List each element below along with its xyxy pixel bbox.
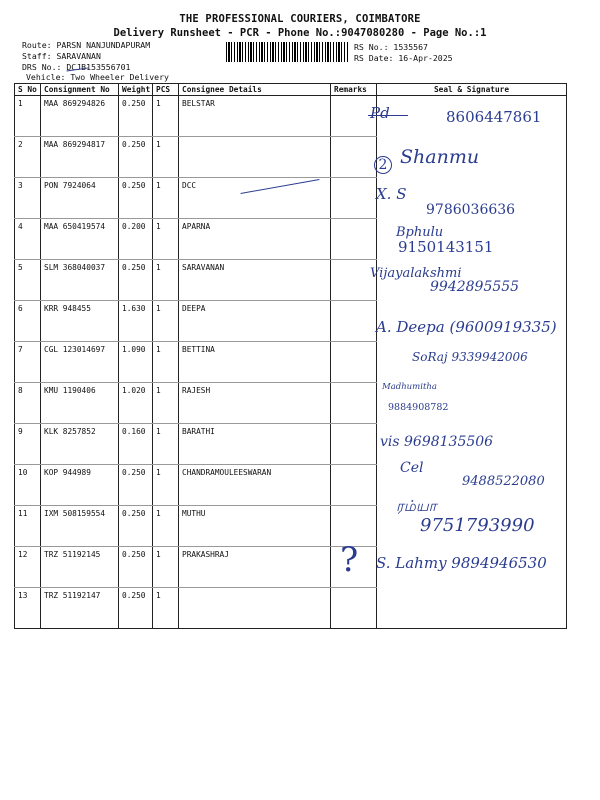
- handwritten-circled-number: 2: [374, 156, 392, 174]
- handwritten-signature: A. Deepa (9600919335): [376, 318, 557, 336]
- handwritten-signature: Pd: [370, 104, 390, 122]
- document-subtitle: Delivery Runsheet - PCR - Phone No.:9047080280 - Page No.:1: [113, 27, 487, 39]
- cell-consignment: IXM 508159554: [41, 506, 119, 547]
- cell-remarks: [331, 342, 377, 383]
- staff-label: Staff: SARAVANAN: [22, 51, 101, 61]
- handwritten-signature: SoRaj 9339942006: [412, 350, 528, 364]
- cell-sno: 7: [15, 342, 41, 383]
- cell-consignee: BELSTAR: [179, 96, 331, 137]
- cell-consignee: [179, 137, 331, 178]
- vehicle-label: Vehicle: Two Wheeler Delivery: [26, 72, 169, 82]
- handwritten-remark: ?: [340, 540, 359, 580]
- cell-pcs: 1: [153, 96, 179, 137]
- cell-weight: 1.630: [119, 301, 153, 342]
- cell-consignment: PON 7924064: [41, 178, 119, 219]
- cell-consignee: BARATHI: [179, 424, 331, 465]
- handwritten-signature: Bphulu: [396, 225, 444, 240]
- cell-remarks: [331, 588, 377, 629]
- handwritten-phone: 9942895555: [430, 279, 520, 295]
- handwritten-phone: 9751793990: [420, 515, 535, 536]
- header-weight: Weight: [119, 84, 153, 96]
- cell-weight: 1.020: [119, 383, 153, 424]
- header-consignee: Consignee Details: [179, 84, 331, 96]
- cell-pcs: 1: [153, 137, 179, 178]
- handwritten-signature: X. S: [376, 185, 407, 203]
- cell-sno: 2: [15, 137, 41, 178]
- handwritten-signature: Vijayalakshmi: [370, 266, 462, 281]
- cell-remarks: [331, 424, 377, 465]
- cell-pcs: 1: [153, 342, 179, 383]
- handwritten-signature: Cel: [400, 460, 424, 476]
- table-header-row: [15, 84, 567, 96]
- cell-remarks: [331, 301, 377, 342]
- header-signature: Seal & Signature: [377, 84, 567, 96]
- cell-consignee: MUTHU: [179, 506, 331, 547]
- header-sno: S No: [15, 84, 41, 96]
- header-pcs: PCS: [153, 84, 179, 96]
- cell-consignment: KRR 948455: [41, 301, 119, 342]
- route-label: Route: PARSN NANJUNDAPURAM: [22, 40, 151, 50]
- cell-consignee: DCC: [179, 178, 331, 219]
- cell-pcs: 1: [153, 424, 179, 465]
- header-consignment: Consignment No: [41, 84, 119, 96]
- cell-weight: 0.160: [119, 424, 153, 465]
- cell-consignment: TRZ 51192147: [41, 588, 119, 629]
- cell-weight: 0.250: [119, 96, 153, 137]
- cell-sno: 8: [15, 383, 41, 424]
- cell-remarks: [331, 219, 377, 260]
- handwritten-signature: Shanmu: [400, 146, 480, 168]
- barcode-icon: [226, 42, 348, 62]
- cell-consignment: MAA 869294826: [41, 96, 119, 137]
- cell-weight: 0.250: [119, 178, 153, 219]
- table-row: [15, 137, 567, 178]
- cell-consignment: MAA 869294817: [41, 137, 119, 178]
- handwritten-phone: 9884908782: [388, 402, 449, 413]
- cell-sno: 10: [15, 465, 41, 506]
- cell-consignment: CGL 123014697: [41, 342, 119, 383]
- handwritten-phone: 9488522080: [462, 474, 545, 489]
- cell-weight: 1.090: [119, 342, 153, 383]
- cell-sno: 1: [15, 96, 41, 137]
- cell-consignment: SLM 368040037: [41, 260, 119, 301]
- cell-pcs: 1: [153, 260, 179, 301]
- cell-pcs: 1: [153, 178, 179, 219]
- handwritten-phone: 8606447861: [446, 108, 542, 126]
- cell-weight: 0.250: [119, 547, 153, 588]
- cell-consignee: CHANDRAMOULEESWARAN: [179, 465, 331, 506]
- cell-consignment: MAA 650419574: [41, 219, 119, 260]
- cell-remarks: [331, 178, 377, 219]
- cell-weight: 0.200: [119, 219, 153, 260]
- table-row: [15, 383, 567, 424]
- cell-sno: 11: [15, 506, 41, 547]
- cell-pcs: 1: [153, 301, 179, 342]
- drs-label: DRS No.: DCJB153556701: [22, 62, 131, 72]
- cell-consignee: APARNA: [179, 219, 331, 260]
- cell-consignee: RAJESH: [179, 383, 331, 424]
- cell-weight: 0.250: [119, 260, 153, 301]
- cell-sno: 6: [15, 301, 41, 342]
- table-row: [15, 588, 567, 629]
- cell-remarks: [331, 137, 377, 178]
- cell-weight: 0.250: [119, 588, 153, 629]
- handwritten-phone: 9786036636: [426, 202, 516, 218]
- cell-consignee: BETTINA: [179, 342, 331, 383]
- cell-pcs: 1: [153, 547, 179, 588]
- cell-sno: 5: [15, 260, 41, 301]
- cell-consignment: KMU 1190406: [41, 383, 119, 424]
- cell-remarks: [331, 465, 377, 506]
- cell-sno: 13: [15, 588, 41, 629]
- cell-pcs: 1: [153, 506, 179, 547]
- cell-consignment: KLK 8257852: [41, 424, 119, 465]
- cell-sno: 9: [15, 424, 41, 465]
- signature-stroke: [368, 115, 408, 116]
- cell-pcs: 1: [153, 465, 179, 506]
- cell-weight: 0.250: [119, 465, 153, 506]
- cell-sno: 3: [15, 178, 41, 219]
- cell-remarks: [331, 383, 377, 424]
- cell-consignment: KOP 944989: [41, 465, 119, 506]
- cell-weight: 0.250: [119, 506, 153, 547]
- cell-pcs: 1: [153, 383, 179, 424]
- handwritten-signature: vis 9698135506: [380, 434, 494, 450]
- cell-weight: 0.250: [119, 137, 153, 178]
- cell-consignee: SARAVANAN: [179, 260, 331, 301]
- cell-sno: 4: [15, 219, 41, 260]
- cell-consignee: DEEPA: [179, 301, 331, 342]
- rs-number: RS No.: 1535567: [354, 42, 428, 52]
- rs-date: RS Date: 16-Apr-2025: [354, 53, 453, 63]
- header-remarks: Remarks: [331, 84, 377, 96]
- cell-consignee: [179, 588, 331, 629]
- cell-consignment: TRZ 51192145: [41, 547, 119, 588]
- cell-consignee: PRAKASHRAJ: [179, 547, 331, 588]
- cell-pcs: 1: [153, 588, 179, 629]
- document-title: THE PROFESSIONAL COURIERS, COIMBATORE: [179, 13, 421, 25]
- cell-pcs: 1: [153, 219, 179, 260]
- cell-signature: [377, 588, 567, 629]
- handwritten-signature: S. Lahmy 9894946530: [376, 554, 547, 572]
- handwritten-signature: ரம்யா: [396, 497, 437, 515]
- cell-sno: 12: [15, 547, 41, 588]
- handwritten-phone: 9150143151: [398, 238, 494, 256]
- handwritten-signature: Madhumitha: [382, 382, 437, 392]
